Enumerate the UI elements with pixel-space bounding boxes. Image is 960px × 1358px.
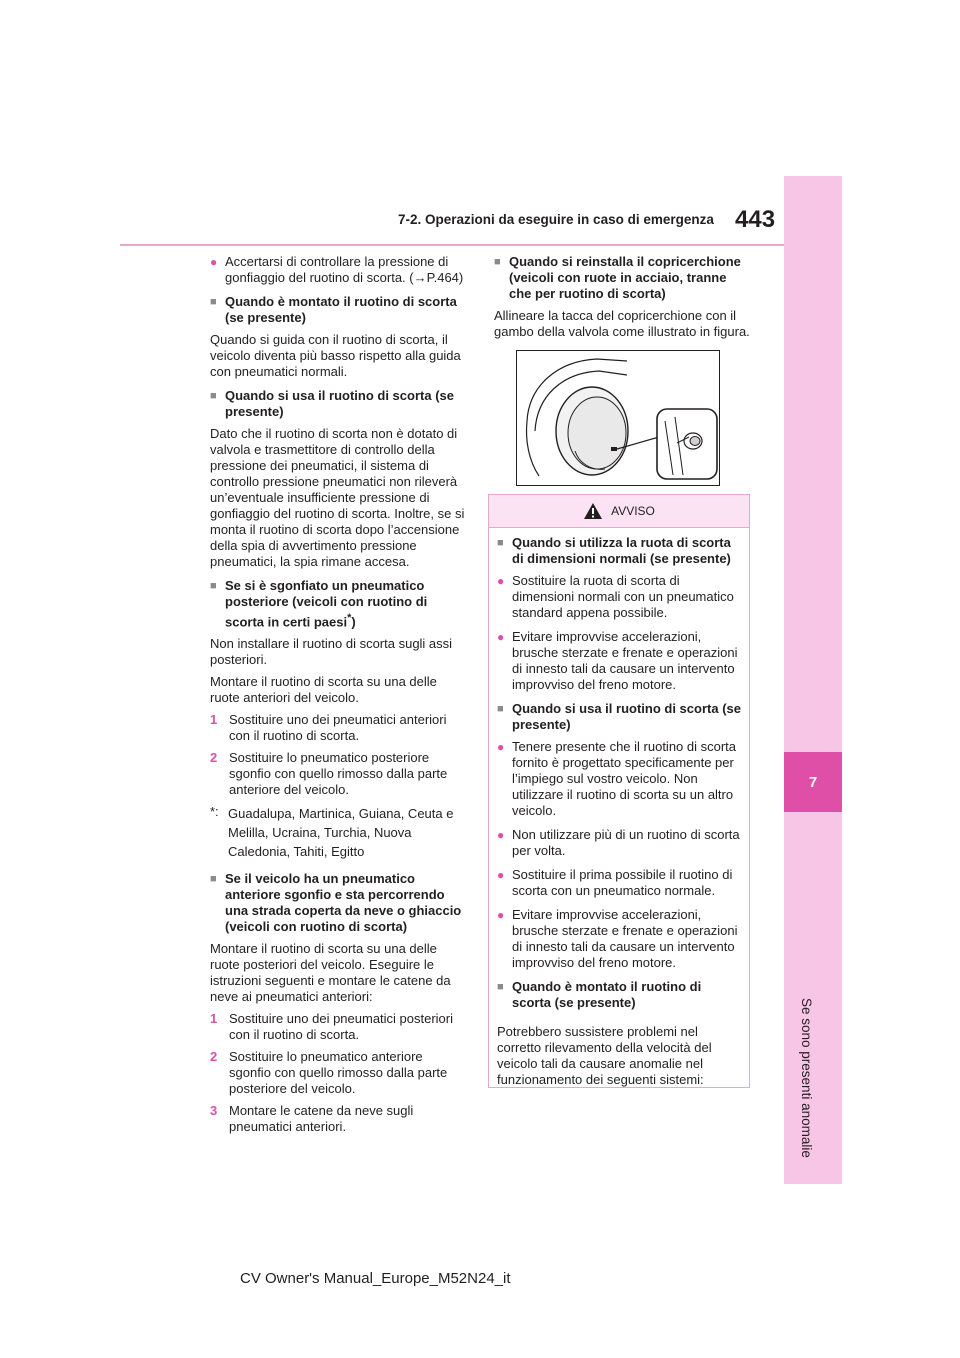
heading-text: Quando è montato il ruotino di scorta (se presente) [512,979,702,1010]
paragraph: Non installare il ruotino di scorta sugli assi posteriori. [210,636,453,668]
section-heading [210,871,468,935]
warning-header [489,495,749,528]
square-marker-icon: ■ [210,873,217,886]
paragraph: Montare il ruotino di scorta su una delle ruote anteriori del veicolo. [210,674,437,706]
footnote [210,804,468,861]
square-marker-icon: ■ [494,256,501,268]
footnote-mark: *: [210,804,219,820]
chapter-number: 7 [784,752,842,812]
step-number: 1 [210,712,218,728]
wheel-cap-drawing [517,351,719,485]
square-marker-icon: ■ [497,981,504,993]
bullet-text: Evitare improvvise accelerazioni, brusche sterzate e frenate e operazioni di innesto tali da causare un intervento improvviso del freno motore. [512,629,738,692]
bullet-icon: ● [497,574,505,588]
bullet-icon: ● [497,828,505,842]
bullet-text: Accertarsi di controllare la pressione di gonfiaggio del ruotino di scorta. (→P.464) [225,254,464,285]
square-marker-icon: ■ [497,537,504,549]
step-item [210,1049,468,1097]
section-heading [494,254,750,302]
section-heading [210,388,468,420]
heading-text: Quando si usa il ruotino di scorta (se presente) [225,388,454,419]
bullet-item [210,254,468,286]
warning-title: AVVISO [611,504,655,518]
bullet-icon: ● [497,908,505,922]
step-item [210,712,468,744]
bullet-item [497,739,741,819]
step-text: Montare le catene da neve sugli pneumatici anteriori. [229,1103,414,1135]
step-text: Sostituire uno dei pneumatici posteriori con il ruotino di scorta. [229,1011,454,1043]
warning-box [488,494,750,1088]
square-marker-icon: ■ [210,580,217,592]
step-number: 2 [210,750,218,766]
step-item [210,1103,468,1135]
bullet-text: Tenere presente che il ruotino di scorta fornito è progettato specificamente per l’impiego sul vostro veicolo. Non utilizzare il ruotino di scorta su un altro veicolo. [512,739,737,818]
bullet-text: Sostituire la ruota di scorta di dimensioni normali con un pneumatico standard appena possibile. [512,573,734,620]
warning-body [489,528,749,1088]
section-heading [497,535,741,567]
footer-text: CV Owner's Manual_Europe_M52N24_it [240,1270,511,1287]
paragraph: Quando si guida con il ruotino di scorta, il veicolo diventa più basso rispetto alla guida con pneumatici normali. [210,332,461,379]
heading-text: Se il veicolo ha un pneumatico anteriore sgonfio e sta percorrendo una strada coperta da neve o ghiaccio (veicoli con ruotino di scorta) [225,871,462,935]
step-number: 3 [210,1103,218,1119]
header-divider [120,244,784,246]
bullet-icon: ● [497,868,505,882]
chapter-title: Se sono presenti anomalie [799,998,814,1158]
heading-text: Quando si reinstalla il copricerchione (veicoli con ruote in acciaio, tranne che per ruotino di scorta) [509,254,741,301]
paragraph: Dato che il ruotino di scorta non è dotato di valvola e trasmettitore di controllo della pressione dei pneumatici, il sistema di controllo pressione pneumatici non rileverà un’eventuale insufficiente pressione di gonfiaggio del ruotino di scorta. Inoltre, se si monta il ruotino di scorta dopo l’accensione della spia di avvertimento pressione pneumatici, la spia rimane accesa. [210,426,465,569]
bullet-icon: ● [210,255,218,269]
bullet-text: Sostituire il prima possibile il ruotino di scorta con un pneumatico normale. [512,867,733,898]
paragraph: Allineare la tacca del copricerchione con il gambo della valvola come illustrato in figura. [494,308,750,339]
step-text: Sostituire uno dei pneumatici anteriori con il ruotino di scorta. [229,712,447,744]
page-number: 443 [735,206,776,233]
heading-text: Quando è montato il ruotino di scorta (se presente) [225,294,457,325]
square-marker-icon: ■ [210,296,217,308]
heading-text: Quando si usa il ruotino di scorta (se presente) [512,701,741,732]
section-heading [497,979,741,1011]
step-text: Sostituire lo pneumatico anteriore sgonfio con quello rimosso dalla parte posteriore del veicolo. [229,1049,448,1097]
paragraph: Potrebbero sussistere problemi nel corretto rilevamento della velocità del veicolo tali da causare anomalie nel funzionamento dei seguenti sistemi: [497,1024,712,1087]
bullet-icon: ● [497,740,505,754]
bullet-text: Non utilizzare più di un ruotino di scorta per volta. [512,827,740,858]
bullet-text: Evitare improvvise accelerazioni, brusche sterzate e frenate e operazioni di innesto tali da causare un intervento improvviso del freno motore. [512,907,738,970]
left-column [210,254,468,1141]
paragraph: Montare il ruotino di scorta su una delle ruote posteriori del veicolo. Eseguire le istruzioni seguenti e montare le catene da neve ai pneumatici anteriori: [210,941,451,1005]
bullet-item [497,867,741,899]
warning-triangle-icon [583,502,603,520]
section-title: 7-2. Operazioni da eseguire in caso di emergenza [398,212,714,227]
bullet-item [497,907,741,971]
footnote-text: Guadalupa, Martinica, Guiana, Ceuta e Melilla, Ucraina, Turchia, Nuova Caledonia, Tahiti, Egitto [228,806,454,860]
footnote-ref: * [347,612,352,624]
section-heading [210,294,468,326]
square-marker-icon: ■ [210,390,217,402]
heading-text: Se si è sgonfiato un pneumatico posteriore (veicoli con ruotino di scorta in certi paesi*) [225,578,428,630]
step-number: 1 [210,1011,218,1027]
heading-text: Quando si utilizza la ruota di scorta di dimensioni normali (se presente) [512,535,731,566]
wheel-cap-illustration [516,350,720,486]
step-text: Sostituire lo pneumatico posteriore sgonfio con quello rimosso dalla parte anteriore del veicolo. [229,750,448,798]
step-number: 2 [210,1049,218,1065]
right-column [494,254,750,486]
step-item [210,750,468,798]
bullet-icon: ● [497,630,505,644]
square-marker-icon: ■ [497,703,504,715]
section-heading [497,701,741,733]
section-heading [210,578,468,630]
bullet-item [497,629,741,693]
step-item [210,1011,468,1043]
bullet-item [497,573,741,621]
bullet-item [497,827,741,859]
